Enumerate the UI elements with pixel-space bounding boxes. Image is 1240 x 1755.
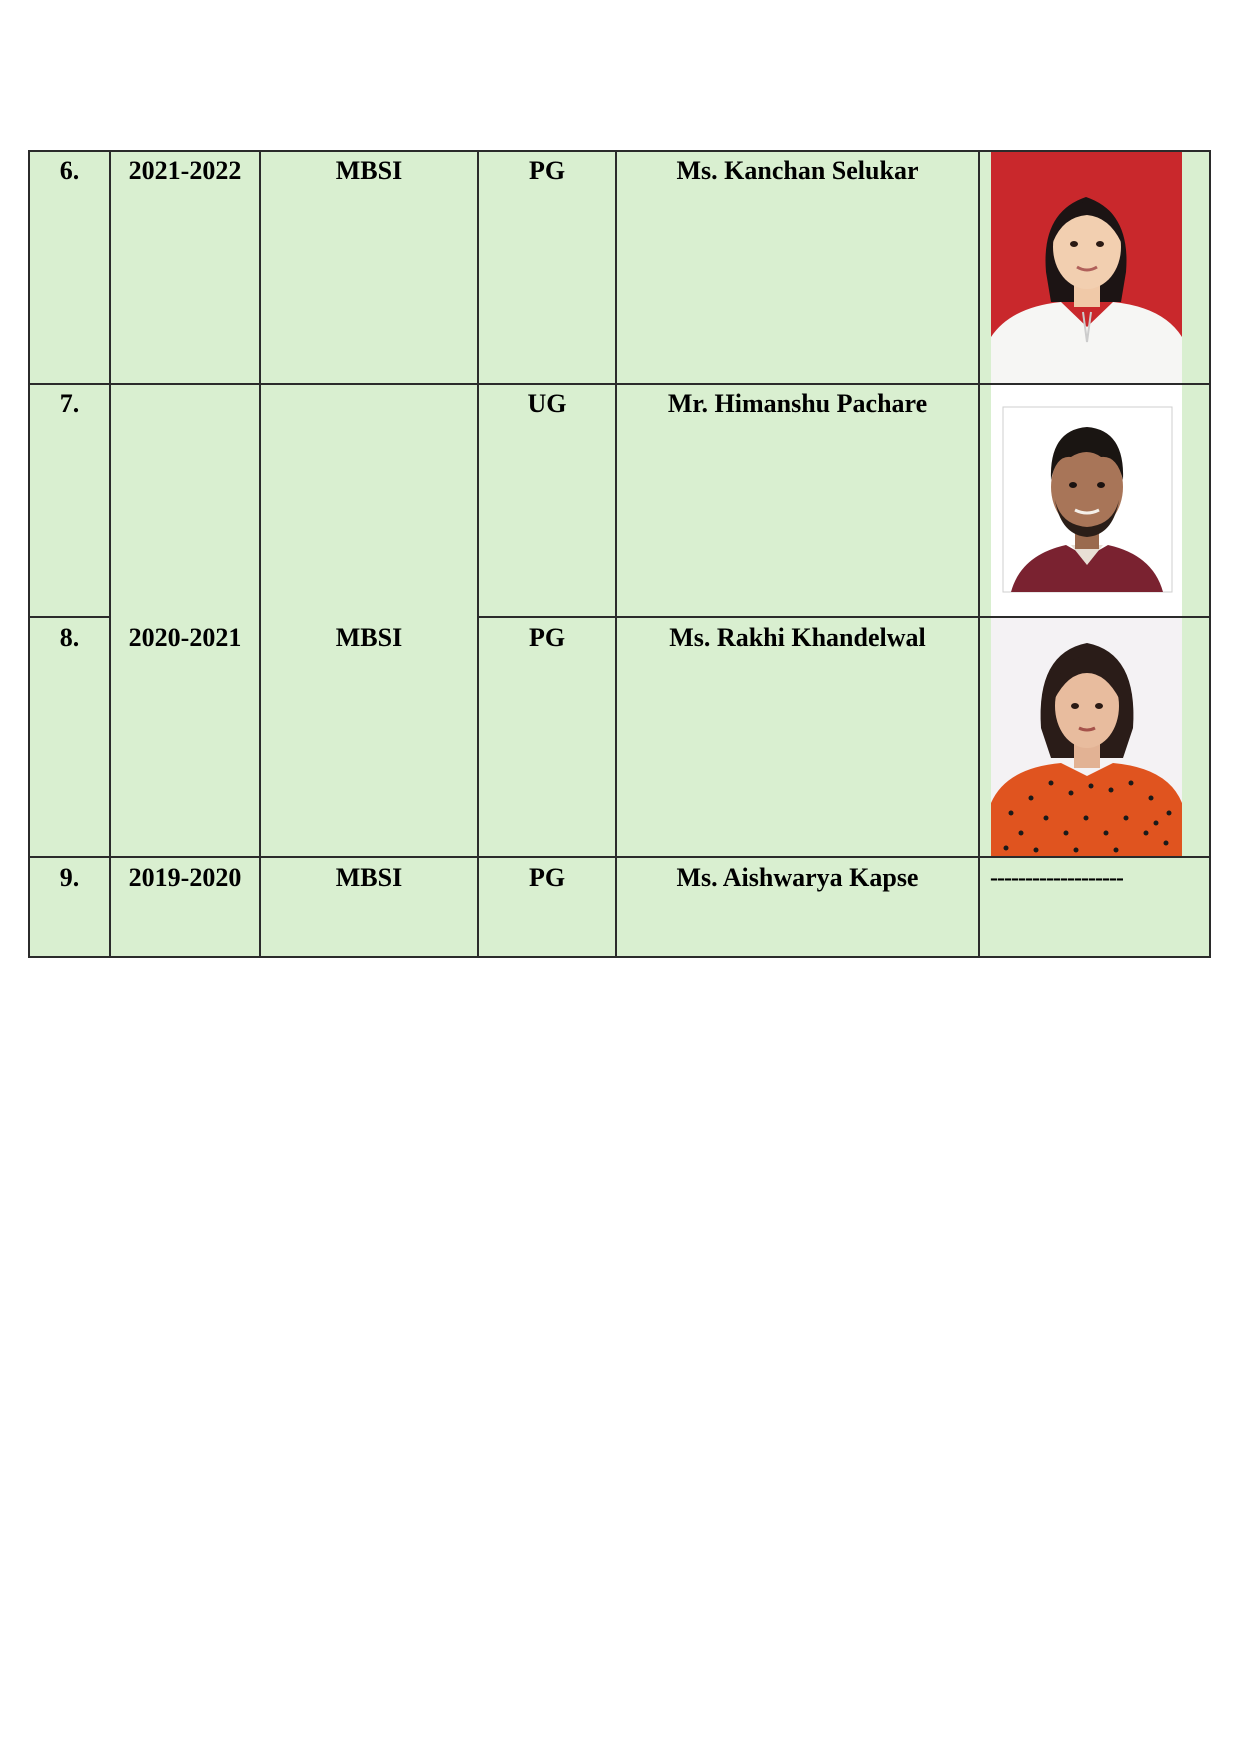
table-border — [28, 150, 30, 958]
student-name: Ms. Aishwarya Kapse — [676, 863, 919, 892]
serial-number: 8. — [59, 623, 80, 652]
table-border — [28, 956, 1211, 958]
course: MBSI — [335, 156, 403, 185]
level: PG — [528, 863, 566, 892]
table-border — [109, 150, 111, 958]
photo-rakhi-khandelwal — [991, 618, 1182, 856]
level: PG — [528, 156, 566, 185]
serial-number: 9. — [59, 863, 80, 892]
student-name: Mr. Himanshu Pachare — [667, 389, 928, 418]
student-name: Ms. Kanchan Selukar — [676, 156, 919, 185]
table-border — [477, 150, 479, 958]
course: MBSI — [335, 623, 403, 652]
student-name: Ms. Rakhi Khandelwal — [669, 623, 926, 652]
photo-placeholder: ------------------- — [990, 865, 1123, 891]
academic-year: 2021-2022 — [128, 156, 242, 185]
table-border — [259, 150, 261, 958]
table-border — [28, 856, 1211, 858]
level: PG — [528, 623, 566, 652]
course: MBSI — [335, 863, 403, 892]
table-border — [28, 616, 111, 618]
table-border — [615, 150, 617, 958]
photo-kanchan-selukar — [991, 152, 1182, 383]
photo-himanshu-pachare — [991, 385, 1182, 616]
level: UG — [527, 389, 567, 418]
academic-year: 2019-2020 — [128, 863, 242, 892]
serial-number: 7. — [59, 389, 80, 418]
table-border — [1209, 150, 1211, 958]
achievers-table — [28, 150, 1211, 958]
table-border — [978, 150, 980, 958]
academic-year: 2020-2021 — [128, 623, 242, 652]
serial-number: 6. — [59, 156, 80, 185]
